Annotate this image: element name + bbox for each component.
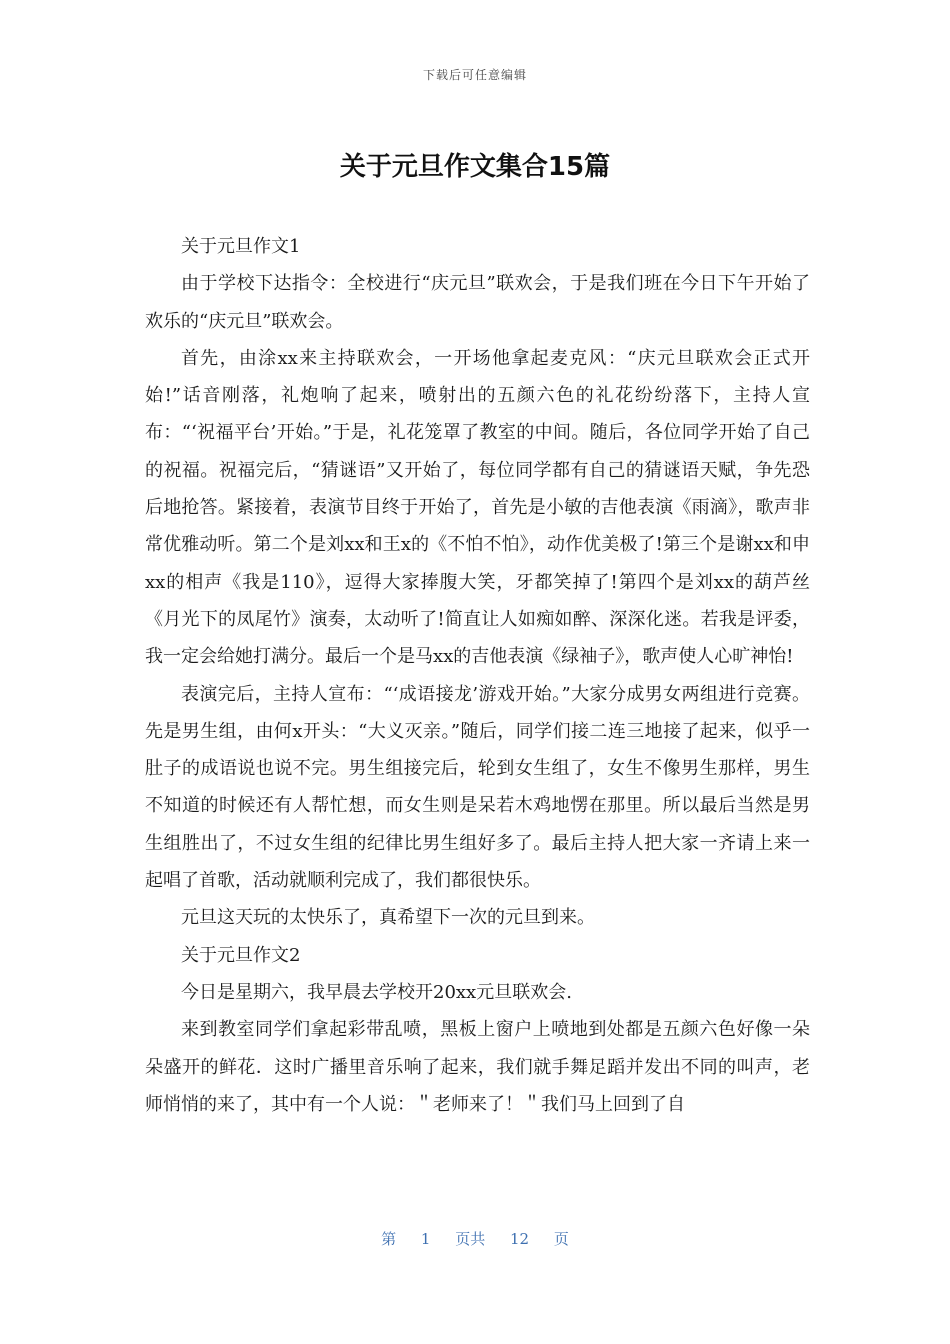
footer-label-ye-gong: 页共	[455, 1230, 486, 1248]
document-body	[145, 228, 810, 1123]
section-heading-1: 关于元旦作文1	[181, 236, 301, 257]
paragraph: 今日是星期六，我早晨去学校开20xx元旦联欢会.	[181, 981, 572, 1003]
footer-label-ye: 页	[553, 1230, 569, 1248]
paragraph: 由于学校下达指令：全校进行“庆元旦”联欢会，于是我们班在今日下午开始了欢乐的“庆元旦”联欢会。	[145, 273, 810, 332]
page-footer	[0, 1228, 950, 1249]
page-number: 1	[420, 1230, 431, 1248]
footer-label-di: 第	[381, 1230, 397, 1248]
paragraph: 来到教室同学们拿起彩带乱喷，黑板上窗户上喷地到处都是五颜六色好像一朵朵盛开的鲜花．这时广播里音乐响了起来，我们就手舞足蹈并发出不同的叫声，老师悄悄的来了，其中有一个人说：＂老师来了！＂我们马上回到了自	[145, 1019, 810, 1115]
section-heading-2: 关于元旦作文2	[181, 944, 301, 966]
document-title: 关于元旦作文集合15篇	[339, 152, 611, 182]
paragraph: 表演完后，主持人宣布：“‘成语接龙’游戏开始。”大家分成男女两组进行竞赛。先是男生组，由何x开头：“大义灭亲。”随后，同学们接二连三地接了起来，似乎一肚子的成语说也说不完。男生组接完后，轮到女生组了，女生不像男生那样，男生不知道的时候还有人帮忙想，而女生则是呆若木鸡地愣在那里。所以最后当然是男生组胜出了，不过女生组的纪律比男生组好多了。最后主持人把大家一齐请上来一起唱了首歌，活动就顺利完成了，我们都很快乐。	[145, 683, 810, 892]
total-pages: 12	[510, 1230, 530, 1248]
paragraph: 元旦这天玩的太快乐了，真希望下一次的元旦到来。	[181, 907, 595, 929]
header-note: 下载后可任意编辑	[422, 68, 527, 82]
paragraph: 首先，由涂xx来主持联欢会，一开场他拿起麦克风：“庆元旦联欢会正式开始!”话音刚落，礼炮响了起来，喷射出的五颜六色的礼花纷纷落下，主持人宣布：“‘祝福平台’开始。”于是，礼花笼罩了教室的中间。随后，各位同学开始了自己的祝福。祝福完后，“猜谜语”又开始了，每位同学都有自己的猜谜语天赋，争先恐后地抢答。紧接着，表演节目终于开始了，首先是小敏的吉他表演《雨滴》，歌声非常优雅动听。第二个是刘xx和王x的《不怕不怕》，动作优美极了!第三个是谢xx和申xx的相声《我是110》，逗得大家捧腹大笑，牙都笑掉了!第四个是刘xx的葫芦丝《月光下的凤尾竹》演奏，太动听了!简直让人如痴如醉、深深化迷。若我是评委，我一定会给她打满分。最后一个是马xx的吉他表演《绿袖子》，歌声使人心旷神怡!	[145, 347, 810, 668]
